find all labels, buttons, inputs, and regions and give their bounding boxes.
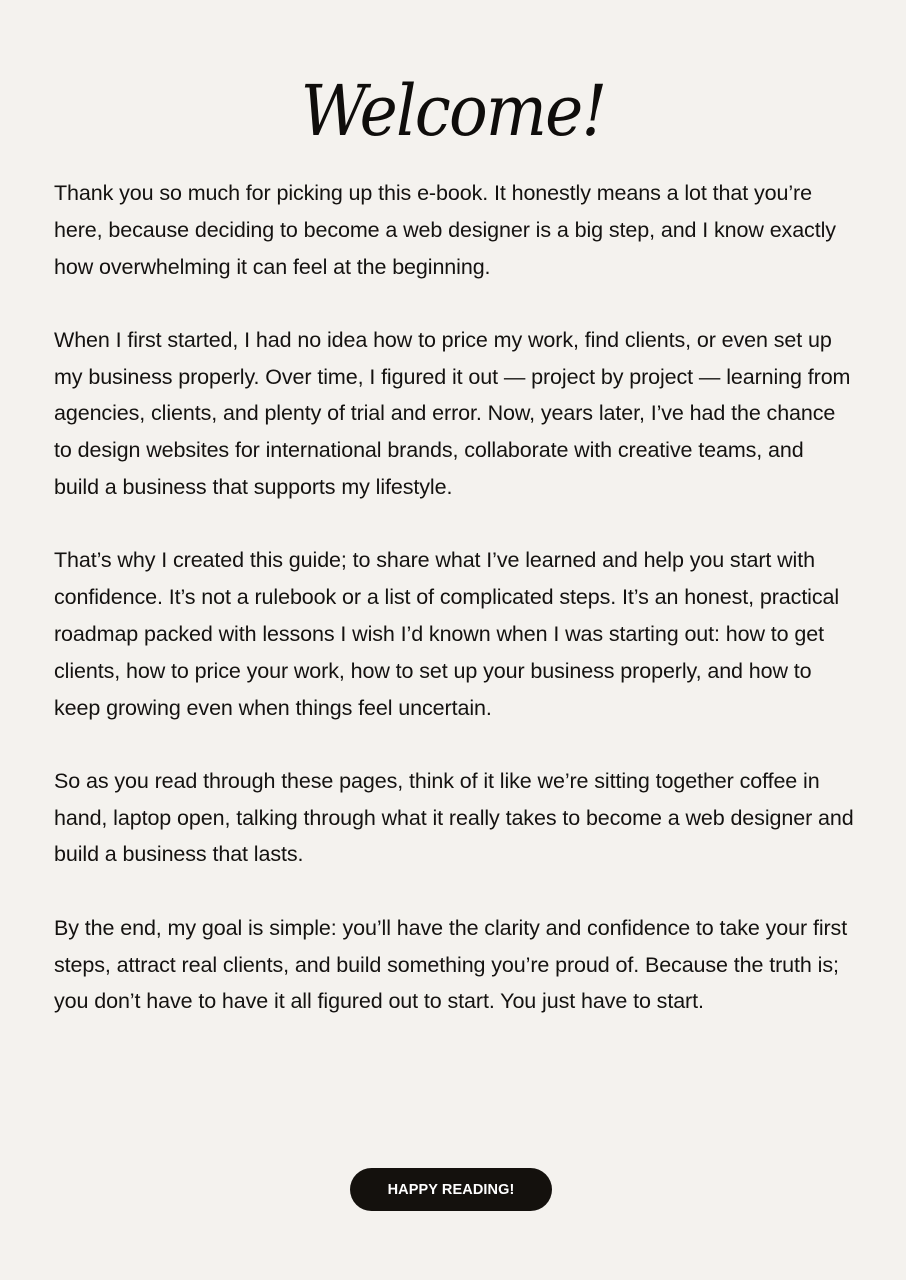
happy-reading-button[interactable]: HAPPY READING! xyxy=(350,1168,552,1211)
paragraph-4: So as you read through these pages, think of it like we’re sitting together coffee in hand, laptop open, talking through what it really takes to become a web designer and build a business that lasts. xyxy=(54,768,854,867)
paragraph-1: Thank you so much for picking up this e-book. It honestly means a lot that you’re here, because deciding to become a web designer is a big step, and I know exactly how overwhelming it can feel at the beginning. xyxy=(54,181,836,279)
paragraph-5: By the end, my goal is simple: you’ll have the clarity and confidence to take your first steps, attract real clients, and build something you’re proud of. Because the truth is; you don’t have to have it all figured out to start. You just have to start. xyxy=(54,915,848,1014)
paragraph-2: When I first started, I had no idea how to price my work, find clients, or even set up my business properly. Over time, I figured it out — project by project — learning from agencies, clients, and plenty of trial and error. Now, years later, I’ve had the chance to design websites for international brands, collaborate with creative teams, and build a business that supports my lifestyle. xyxy=(54,327,851,500)
page-title: Welcome! xyxy=(300,70,606,152)
paragraph-3: That’s why I created this guide; to share what I’ve learned and help you start with confidence. It’s not a rulebook or a list of complicated steps. It’s an honest, practical roadmap packed with lessons I wish I’d known when I was starting out: how to get clients, how to price your work, how to set up your business properly, and how to keep growing even when things feel uncertain. xyxy=(54,548,840,720)
intro-text xyxy=(54,175,854,1057)
